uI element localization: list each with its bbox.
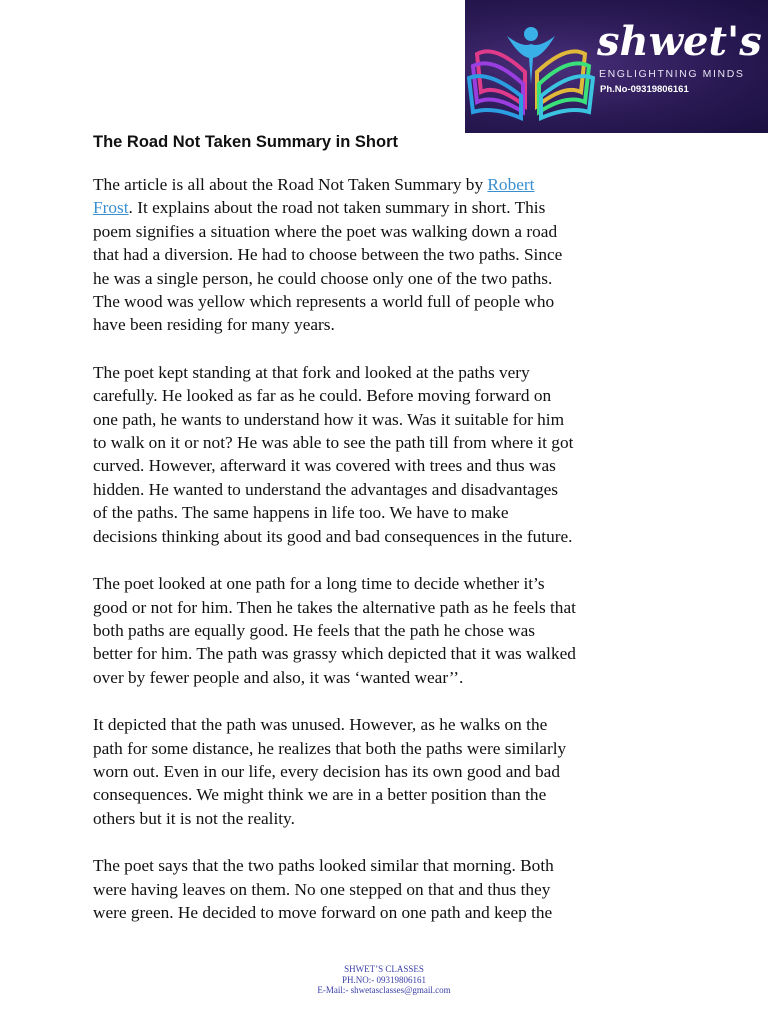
text-line: path for some distance, he realizes that both the paths were similarly xyxy=(93,738,567,758)
text-line: curved. However, afterward it was covered with trees and thus was xyxy=(93,456,556,476)
text-line: The poet kept standing at that fork and looked at the paths very xyxy=(93,362,530,382)
header-banner xyxy=(465,0,768,133)
document-heading: The Road Not Taken Summary in Short xyxy=(93,133,398,151)
paragraph-morning xyxy=(93,854,713,924)
footer-email: E-Mail:- shwetasclasses@gmail.com xyxy=(317,985,451,995)
brand-tagline: ENGLIGHTNING MINDS xyxy=(599,68,745,80)
text-line: The poet looked at one path for a long time to decide whether it’s xyxy=(93,574,545,594)
text-line: over by fewer people and also, it was ‘wanted wear’’. xyxy=(93,667,464,687)
text-line: The poet says that the two paths looked similar that morning. Both xyxy=(93,856,554,876)
text-line: were green. He decided to move forward on one path and keep the xyxy=(93,902,553,922)
text-line: have been residing for many years. xyxy=(93,315,335,335)
page-footer xyxy=(0,964,768,996)
text-line: It depicted that the path was unused. However, as he walks on the xyxy=(93,715,548,735)
text-line: that had a diversion. He had to choose between the two paths. Since xyxy=(93,245,563,265)
intro-text: . It explains about the road not taken summary in short. This xyxy=(128,198,546,218)
text-line: poem signifies a situation where the poet was walking down a road xyxy=(93,221,558,241)
text-line: were having leaves on them. No one stepped on that and thus they xyxy=(93,879,551,899)
text-line: one path, he wants to understand how it was. Was it suitable for him xyxy=(93,409,565,429)
intro-text: The article is all about the Road Not Taken Summary by xyxy=(93,175,488,194)
text-line: better for him. The path was grassy which depicted that it was walked xyxy=(93,644,576,664)
text-line xyxy=(93,173,713,196)
text-line: carefully. He looked as far as he could. Before moving forward on xyxy=(93,386,552,406)
text-line xyxy=(93,196,713,219)
text-line: worn out. Even in our life, every decision has its own good and bad xyxy=(93,761,560,781)
text-line: he was a single person, he could choose only one of the two paths. xyxy=(93,268,553,288)
document-body xyxy=(93,173,713,948)
footer-phone: PH.NO:- 09319806161 xyxy=(341,974,426,985)
text-line: others but it is not the reality. xyxy=(93,808,295,828)
paragraph-fork xyxy=(93,361,713,548)
text-line: both paths are equally good. He feels that the path he chose was xyxy=(93,620,535,640)
brand-name: shwet's xyxy=(597,18,762,65)
text-line: hidden. He wanted to understand the advantages and disadvantages xyxy=(93,479,559,499)
text-line: decisions thinking about its good and bad consequences in the future. xyxy=(93,526,573,546)
author-link[interactable]: Robert xyxy=(487,175,535,194)
open-book-figure-logo-icon xyxy=(467,14,595,124)
brand-phone: Ph.No-09319806161 xyxy=(600,84,689,95)
paragraph-unused xyxy=(93,713,713,830)
footer-company: SHWET’S CLASSES xyxy=(344,964,424,974)
text-line: good or not for him. Then he takes the alternative path as he feels that xyxy=(93,597,576,617)
intro-paragraph xyxy=(93,173,713,337)
author-link-continued[interactable]: Frost xyxy=(93,198,129,218)
text-line: The wood was yellow which represents a world full of people who xyxy=(93,292,555,312)
text-line: of the paths. The same happens in life too. We have to make xyxy=(93,503,509,523)
text-line: consequences. We might think we are in a better position than the xyxy=(93,785,547,805)
paragraph-choice xyxy=(93,572,713,689)
text-line: to walk on it or not? He was able to see the path till from where it got xyxy=(93,433,574,453)
